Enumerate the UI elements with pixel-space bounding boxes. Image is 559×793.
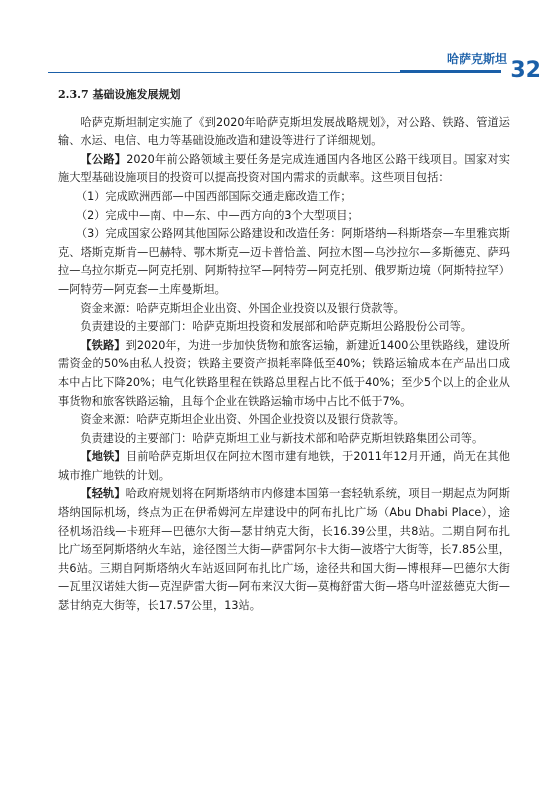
- document-body: [58, 86, 510, 616]
- highway-item-1: （1）完成欧洲西部—中国西部国际交通走廊改造工作；: [75, 189, 352, 203]
- railway-funding: 资金来源：哈萨克斯坦企业出资、外国企业投资以及银行贷款等。: [80, 413, 405, 427]
- railway-paragraph: [58, 337, 510, 411]
- subway-label: 【地铁】: [80, 450, 126, 464]
- railway-label: 【铁路】: [80, 338, 126, 352]
- page-header: [0, 0, 559, 90]
- highway-paragraph: [58, 151, 510, 188]
- header-accent-bar: [400, 70, 501, 73]
- light-rail-text: 哈政府规划将在阿斯塔纳市内修建本国第一套轻轨系统，项目一期起点为阿斯塔纳国际机场，终点为正在伊希姆河左岸建设中的阿布扎比广场（Abu Dhabi Place），途径机场沿线—卡班拜—巴德尔大街—瑟甘纳克大街，长16.39公里，共8站。二期自阿布扎比广场至阿斯塔纳火车站，途径图兰大街—萨雷阿尔卡大街—波塔宁大街等，长7.85公里，共6站。三期自阿斯塔纳火车站返回阿布扎比广场，途径共和国大街—博根拜—巴德尔大街—瓦里汉诺娃大街—克涅萨雷大街—阿布来汉大街—莫梅舒雷大街—塔乌叶涩兹德克大街—瑟甘纳克大街等，长17.57公里，13站。: [58, 487, 510, 613]
- running-title: 哈萨克斯坦: [446, 52, 507, 66]
- highway-item-3: （3）完成国家公路网其他国际公路建设和改造任务：阿斯塔纳—科斯塔奈—车里雅宾斯克、塔斯克斯肯—巴赫特、鄂木斯克—迈卡普恰盖、阿拉木图—乌沙拉尔—多斯德克、萨玛拉—乌拉尔斯克—阿克托别、阿斯特拉罕—阿特劳—阿克托别、俄罗斯边境（阿斯特拉罕）—阿特劳—阿克套—土库曼斯坦。: [58, 227, 510, 296]
- railway-responsible: 负责建设的主要部门：哈萨克斯坦工业与新技术部和哈萨克斯坦铁路集团公司等。: [80, 431, 484, 445]
- railway-text: 到2020年，为进一步加快货物和旅客运输，新建近1400公里铁路线，建设所需资金的50%由私人投资；铁路主要资产损耗率降低至40%；铁路运输成本在产品出口成本中占比下降20%；电气化铁路里程在铁路总里程占比不低于40%；至少5个以上的企业从事货物和旅客铁路运输，且每个企业在铁路运输市场中占比不低于7%。: [58, 338, 510, 408]
- section-heading: 2.3.7 基础设施发展规划: [58, 88, 181, 101]
- light-rail-paragraph: [58, 485, 510, 615]
- page-number: 32: [510, 58, 541, 83]
- subway-text: 目前哈萨克斯坦仅在阿拉木图市建有地铁，于2011年12月开通，尚无在其他城市推广地铁的计划。: [58, 450, 510, 482]
- subway-paragraph: [58, 448, 510, 485]
- highway-item-2: （2）完成中—南、中—东、中—西方向的3个大型项目；: [75, 208, 359, 222]
- intro-paragraph: 哈萨克斯坦制定实施了《到2020年哈萨克斯坦发展战略规划》，对公路、铁路、管道运输、水运、电信、电力等基础设施改造和建设等进行了详细规划。: [58, 115, 510, 148]
- highway-funding: 资金来源：哈萨克斯坦企业出资、外国企业投资以及银行贷款等。: [80, 301, 405, 315]
- highway-responsible: 负责建设的主要部门：哈萨克斯坦投资和发展部和哈萨克斯坦公路股份公司等。: [80, 320, 472, 334]
- highway-label: 【公路】: [80, 152, 127, 166]
- highway-text: 2020年前公路领域主要任务是完成连通国内各地区公路干线项目。国家对实施大型基础设施项目的投资可以提高投资对国内需求的贡献率。这些项目包括：: [58, 152, 510, 185]
- light-rail-label: 【轻轨】: [80, 487, 126, 501]
